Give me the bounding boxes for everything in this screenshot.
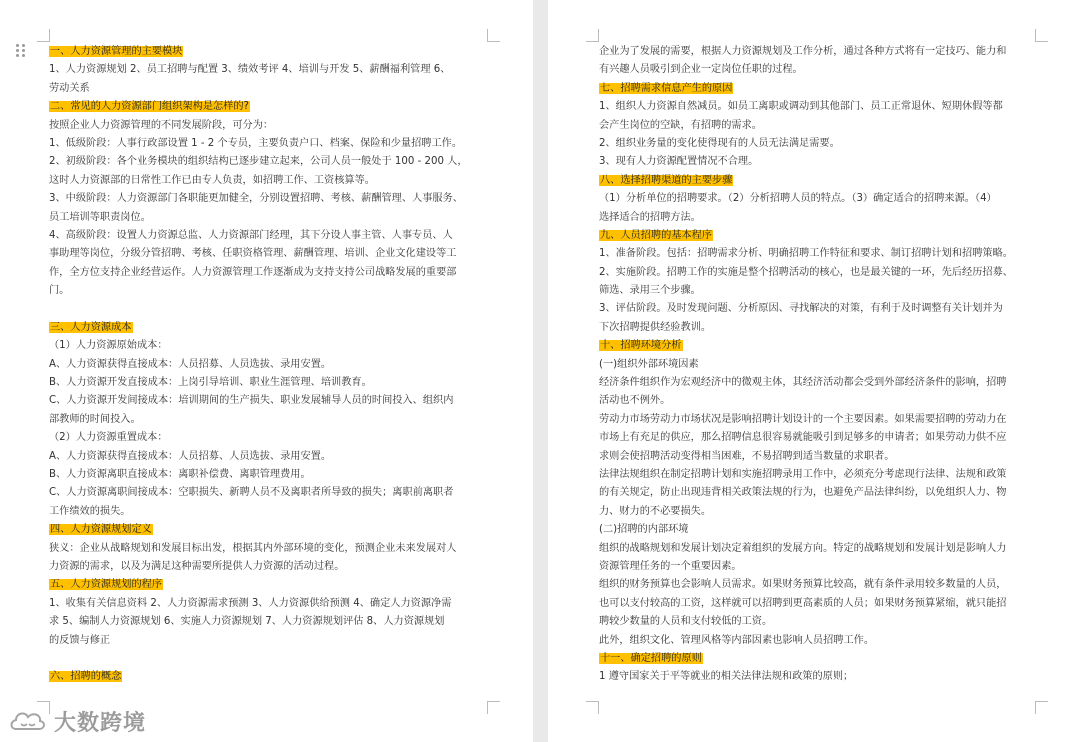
text-line (49, 374, 487, 392)
text-line (599, 484, 1035, 502)
body-text: 经济条件组织作为宏观经济中的微观主体，其经济活动都会受到外部经济条件的影响，招聘 (599, 377, 1007, 389)
heading-line (599, 650, 1035, 668)
text-line (599, 135, 1035, 153)
text-line (599, 98, 1035, 116)
body-text: 求 5、编制人力资源规划 6、实施人力资源规划 7、人力资源规划评估 8、人力资源规划 (49, 616, 445, 628)
heading-line (49, 98, 487, 116)
body-text: A、人力资源获得直接成本：人员招募、人员选拔、录用安置。 (49, 358, 332, 370)
body-text: 企业为了发展的需要，根据人力资源规划及工作分析，通过各种方式将有一定技巧、能力和 (599, 46, 1007, 57)
body-text: 按照企业人力资源管理的不同发展阶段，可分为： (49, 119, 274, 131)
text-line (599, 466, 1035, 484)
section-heading: 三、人力资源成本 (50, 321, 132, 333)
text-line (49, 392, 487, 410)
text-line (599, 153, 1035, 171)
watermark (8, 704, 146, 738)
text-line (599, 632, 1035, 650)
text-line (599, 429, 1035, 447)
body-text: 部教师的时间投入。 (49, 413, 141, 425)
body-text: 会产生岗位的空缺，有招聘的需求。 (599, 119, 762, 131)
heading-line (599, 172, 1035, 190)
text-line (49, 117, 487, 135)
body-text: 筛选、录用三个步骤。 (599, 285, 701, 297)
heading-line (49, 576, 487, 594)
body-text: 4、高级阶段：设置人力资源总监、人力资源部门经理，其下分设人事主管、人事专员、人 (49, 229, 453, 241)
body-text: B、人力资源开发直接成本：上岗引导培训、职业生涯管理、培训教育。 (49, 377, 372, 389)
body-text: 1、低级阶段：人事行政部设置 1 - 2 个专员，主要负责户口、档案、保险和少量招聘工作。 (49, 137, 463, 149)
body-text: （1）分析单位的招聘要求。（2）分析招聘人员的特点。（3）确定适合的招聘来源。（4） (599, 193, 997, 205)
text-line (599, 264, 1035, 282)
text-line (599, 576, 1035, 594)
body-text: 组织的财务预算也会影响人员需求。如果财务预算比较高，就有条件录用较多数量的人员， (599, 579, 1007, 591)
body-text: 法律法规组织在制定招聘计划和实施招聘录用工作中，必须充分考虑现行法律、法规和政策 (599, 468, 1007, 480)
text-line (49, 135, 487, 153)
body-text: 3、中级阶段：人力资源部门各职能更加健全，分别设置招聘、考核、薪酬管理、人事服务、 (49, 193, 463, 205)
text-line (599, 613, 1035, 631)
crop-mark-bottom-right (487, 701, 500, 714)
body-text: A、人力资源获得直接成本：人员招募、人员选拔、录用安置。 (49, 450, 332, 462)
body-text: 狭义：企业从战略规划和发展目标出发，根据其内外部环境的变化，预测企业未来发展对人 (49, 542, 457, 554)
section-heading: 六、招聘的概念 (50, 671, 122, 683)
watermark-text: 大数跨境 (54, 710, 147, 736)
body-text: （1）人力资源原始成本： (49, 340, 168, 352)
text-line (599, 61, 1035, 79)
text-line (49, 282, 487, 300)
text-line (599, 668, 1035, 686)
crop-mark-top-left (586, 29, 599, 42)
body-text: 1、收集有关信息资料 2、人力资源需求预测 3、人力资源供给预测 4、确定人力资源净需 (49, 597, 452, 609)
body-text: 的反馈与修正 (49, 634, 111, 646)
body-text: 聘较少数量的人员和支付较低的工资。 (599, 616, 773, 628)
body-text: 1、人力资源规划 2、员工招聘与配置 3、绩效考评 4、培训与开发 5、薪酬福利管理 6、 (49, 64, 451, 76)
section-heading: 八、选择招聘渠道的主要步骤 (600, 174, 733, 186)
body-text: 员工培训等职责岗位。 (49, 211, 151, 223)
text-line (599, 448, 1035, 466)
text-line (49, 448, 487, 466)
text-line (599, 300, 1035, 318)
cloud-logo-icon (8, 707, 48, 735)
heading-line (49, 521, 487, 539)
body-text: 此外，组织文化、管理风格等内部因素也影响人员招聘工作。 (599, 634, 875, 646)
body-text: 1 遵守国家关于平等就业的相关法律法规和政策的原则； (599, 671, 854, 683)
body-text: 资源管理任务的一个重要因素。 (599, 560, 742, 572)
text-line (599, 190, 1035, 208)
text-line (599, 356, 1035, 374)
body-text: 有兴趣人员吸引到企业一定岗位任职的过程。 (599, 64, 803, 76)
text-line (49, 429, 487, 447)
body-text: 选择适合的招聘方法。 (599, 211, 701, 223)
text-line (49, 503, 487, 521)
heading-line (599, 337, 1035, 355)
text-line (49, 595, 487, 613)
section-heading: 四、人力资源规划定义 (50, 524, 152, 536)
text-line (49, 80, 487, 98)
text-line (599, 392, 1035, 410)
text-line (599, 558, 1035, 576)
body-text: 作，全方位支持企业经营运作。人力资源管理工作逐渐成为支持支持公司战略发展的重要部 (49, 266, 457, 278)
text-line (49, 61, 487, 79)
body-text: 1、准备阶段。包括：招聘需求分析、明确招聘工作特征和要求、制订招聘计划和招聘策略。 (599, 248, 1013, 260)
heading-line (599, 80, 1035, 98)
document-page-right (548, 0, 1080, 742)
text-line (49, 613, 487, 631)
body-text: 劳动关系 (49, 82, 90, 94)
page-text-body[interactable] (599, 43, 1035, 687)
section-heading: 十一、确定招聘的原则 (600, 652, 702, 664)
section-heading: 七、招聘需求信息产生的原因 (600, 82, 733, 94)
text-line (599, 43, 1035, 61)
text-line (599, 521, 1035, 539)
block-drag-handle-icon[interactable] (16, 44, 26, 58)
body-text: 3、现有人力资源配置情况不合理。 (599, 156, 759, 168)
body-text: 劳动力市场劳动力市场状况是影响招聘计划设计的一个主要因素。如果需要招聘的劳动力在 (599, 413, 1007, 425)
body-text: 也可以支付较高的工资，这样就可以招聘到更高素质的人员；如果财务预算紧缩，就只能招 (599, 597, 1007, 609)
body-text: 下次招聘提供经验教训。 (599, 321, 712, 333)
body-text: 2、组织业务量的变化使得现有的人员无法满足需要。 (599, 137, 840, 149)
body-text: C、人力资源离职间接成本：空职损失、新聘人员不及离职者所导致的损失；离职前离职者 (49, 487, 454, 499)
page-text-body[interactable] (49, 43, 487, 687)
body-text: (二)招聘的内部环境 (599, 524, 689, 536)
heading-line (49, 319, 487, 337)
text-line (49, 558, 487, 576)
text-line (599, 374, 1035, 392)
text-line (49, 466, 487, 484)
text-line (49, 209, 487, 227)
text-line (599, 595, 1035, 613)
body-text: 事助理等岗位，分级分管招聘、考核、任职资格管理、薪酬管理、培训、企业文化建设等工 (49, 248, 457, 260)
body-text: B、人力资源离职直接成本：离职补偿费、离职管理费用。 (49, 468, 311, 480)
text-line (49, 356, 487, 374)
body-text: 门。 (49, 285, 70, 297)
section-heading: 二、常见的人力资源部门组织架构是怎样的? (50, 101, 249, 113)
body-text: 求则会使招聘活动变得相当困难，不易招聘到适当数量的求职者。 (599, 450, 895, 462)
text-line (599, 540, 1035, 558)
section-heading: 九、人员招聘的基本程序 (600, 229, 713, 241)
section-heading: 一、人力资源管理的主要模块 (50, 46, 183, 57)
text-line (49, 245, 487, 263)
body-text: (一)组织外部环境因素 (599, 358, 699, 370)
text-line (599, 209, 1035, 227)
section-heading: 五、人力资源规划的程序 (50, 579, 163, 591)
crop-mark-bottom-left (586, 701, 599, 714)
text-line (599, 245, 1035, 263)
blank-line (49, 300, 487, 318)
body-text: （2）人力资源重置成本： (49, 432, 168, 444)
text-line (599, 117, 1035, 135)
body-text: 这时人力资源部的日常性工作已由专人负责，如招聘工作、工资核算等。 (49, 174, 375, 186)
heading-line (49, 668, 487, 686)
crop-mark-top-right (487, 29, 500, 42)
text-line (49, 190, 487, 208)
body-text: 2、初级阶段：各个业务模块的组织结构已逐步建立起来，公司人员一般处于 100 - 200 人， (49, 156, 468, 168)
text-line (49, 337, 487, 355)
text-line (49, 153, 487, 171)
text-line (49, 264, 487, 282)
text-line (49, 172, 487, 190)
text-line (49, 540, 487, 558)
body-text: 工作绩效的损失。 (49, 505, 131, 517)
body-text: 市场上有充足的供应，那么招聘信息很容易就能吸引到足够多的申请者；如果劳动力供不应 (599, 432, 1007, 444)
body-text: 组织的战略规划和发展计划决定着组织的发展方向。特定的战略规划和发展计划是影响人力 (599, 542, 1007, 554)
text-line (599, 319, 1035, 337)
crop-mark-bottom-right (1035, 701, 1048, 714)
text-line (49, 632, 487, 650)
body-text: 力资源的需求，以及为满足这种需要所提供人力资源的活动过程。 (49, 560, 345, 572)
body-text: C、人力资源开发间接成本：培训期间的生产损失、职业发展辅导人员的时间投入、组织内 (49, 395, 454, 407)
body-text: 活动也不例外。 (599, 395, 671, 407)
body-text: 的有关规定，防止出现违背相关政策法规的行为，也避免产品法律纠纷，以免组织人力、物 (599, 487, 1007, 499)
text-line (49, 227, 487, 245)
text-line (599, 411, 1035, 429)
body-text: 2、实施阶段。招聘工作的实施是整个招聘活动的核心，也是最关键的一环，先后经历招募、 (599, 266, 1013, 278)
crop-mark-top-left (37, 29, 50, 42)
section-heading: 十、招聘环境分析 (600, 340, 682, 352)
crop-mark-top-right (1035, 29, 1048, 42)
text-line (49, 484, 487, 502)
text-line (49, 411, 487, 429)
document-page-left (0, 0, 533, 742)
heading-line (599, 227, 1035, 245)
body-text: 1、组织人力资源自然减员。如员工离职或调动到其他部门、员工正常退休、短期休假等都 (599, 101, 1003, 113)
text-line (599, 282, 1035, 300)
body-text: 3、评估阶段。及时发现问题、分析原因、寻找解决的对策，有利于及时调整有关计划并为 (599, 303, 1003, 315)
text-line (599, 503, 1035, 521)
blank-line (49, 650, 487, 668)
body-text: 力、财力的不必要损失。 (599, 505, 712, 517)
heading-line (49, 43, 487, 61)
